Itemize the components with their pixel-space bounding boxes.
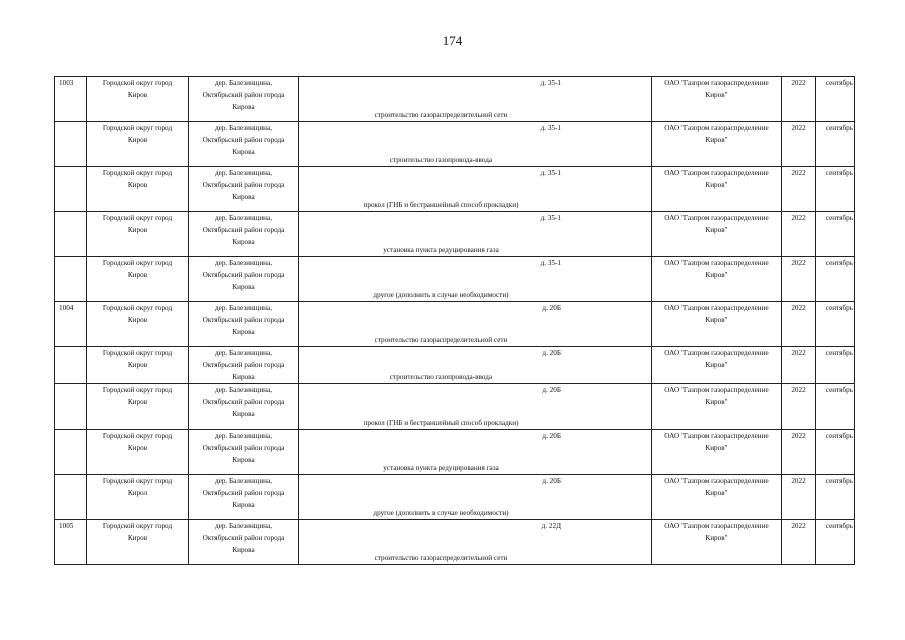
table-row bbox=[55, 122, 855, 167]
year-cell: 2022 bbox=[782, 257, 816, 302]
work-type-cell: установка пункта редуцирования газа д. 35-1 bbox=[299, 212, 652, 257]
organization-cell-line: Киров" bbox=[705, 316, 728, 324]
locality-cell bbox=[189, 302, 299, 347]
locality-cell bbox=[189, 167, 299, 212]
locality-cell-line: Октябрьский район города bbox=[202, 398, 285, 406]
locality-cell-line: Кирова bbox=[232, 328, 255, 336]
work-type-cell: другое (дополнить в случае необходимости) д. 20Б bbox=[299, 475, 652, 520]
table-row bbox=[55, 167, 855, 212]
month-cell: сентябрь bbox=[816, 520, 855, 565]
work-type-cell: строительство газопровода-ввода д. 20Б bbox=[299, 347, 652, 384]
district-cell-line: Киров bbox=[127, 226, 148, 234]
organization-cell-line: Киров" bbox=[705, 91, 728, 99]
year-cell: 2022 bbox=[782, 430, 816, 475]
month-cell: сентябрь bbox=[816, 475, 855, 520]
page-number: 174 bbox=[442, 33, 463, 48]
district-cell-line: Городской округ город bbox=[102, 214, 173, 222]
month-cell: сентябрь bbox=[816, 77, 855, 122]
organization-cell-line: ОАО "Газпром газораспределение bbox=[664, 386, 769, 394]
district-cell-line: Киров bbox=[127, 91, 148, 99]
work-type-cell: установка пункта редуцирования газа д. 20Б bbox=[299, 430, 652, 475]
object-number-cell bbox=[55, 122, 87, 167]
organization-cell-line: ОАО "Газпром газораспределение bbox=[664, 349, 769, 357]
year-cell: 2022 bbox=[782, 347, 816, 384]
organization-cell bbox=[652, 257, 782, 302]
month-cell: сентябрь bbox=[816, 167, 855, 212]
organization-cell-line: Киров" bbox=[705, 534, 728, 542]
locality-cell-line: дер. Балезинщина, bbox=[214, 432, 273, 440]
locality-cell-line: дер. Балезинщина, bbox=[214, 214, 273, 222]
locality-cell-line: Октябрьский район города bbox=[202, 271, 285, 279]
year-cell: 2022 bbox=[782, 77, 816, 122]
locality-cell-line: Кирова bbox=[232, 546, 255, 554]
organization-cell bbox=[652, 167, 782, 212]
locality-cell bbox=[189, 475, 299, 520]
object-number-cell bbox=[55, 212, 87, 257]
district-cell bbox=[87, 257, 189, 302]
month-cell: сентябрь bbox=[816, 384, 855, 430]
locality-cell-line: Кирова bbox=[232, 501, 255, 509]
object-number-cell: 1005 bbox=[55, 520, 87, 565]
month-cell: сентябрь bbox=[816, 302, 855, 347]
organization-cell bbox=[652, 77, 782, 122]
district-cell bbox=[87, 384, 189, 430]
locality-cell bbox=[189, 257, 299, 302]
table-row bbox=[55, 520, 855, 565]
district-cell-line: Городской округ город bbox=[102, 349, 173, 357]
year-cell: 2022 bbox=[782, 384, 816, 430]
organization-cell-line: Киров" bbox=[705, 489, 728, 497]
locality-cell-line: дер. Балезинщина, bbox=[214, 304, 273, 312]
district-cell bbox=[87, 430, 189, 475]
locality-cell-line: Октябрьский район города bbox=[202, 316, 285, 324]
locality-cell bbox=[189, 122, 299, 167]
house-number: д. 20Б bbox=[542, 432, 561, 440]
table-body bbox=[55, 77, 855, 565]
organization-cell-line: ОАО "Газпром газораспределение bbox=[664, 432, 769, 440]
district-cell-line: Киров bbox=[127, 361, 148, 369]
district-cell-line: Городской округ город bbox=[102, 477, 173, 485]
district-cell bbox=[87, 475, 189, 520]
work-type-cell: другое (дополнить в случае необходимости) д. 35-1 bbox=[299, 257, 652, 302]
locality-cell-line: Октябрьский район города bbox=[202, 181, 285, 189]
house-number: д. 35-1 bbox=[540, 79, 561, 87]
work-type-cell: прокол (ГНБ и бестраншейный способ прокладки) д. 20Б bbox=[299, 384, 652, 430]
district-cell-line: Городской округ город bbox=[102, 169, 173, 177]
organization-cell-line: ОАО "Газпром газораспределение bbox=[664, 169, 769, 177]
house-number: д. 20Б bbox=[542, 386, 561, 394]
organization-cell bbox=[652, 122, 782, 167]
month-cell: сентябрь bbox=[816, 347, 855, 384]
house-number: д. 35-1 bbox=[540, 214, 561, 222]
work-type-cell: строительство газораспределительной сети д. 20Б bbox=[299, 302, 652, 347]
object-number-cell bbox=[55, 430, 87, 475]
locality-cell-line: Кирова bbox=[232, 456, 255, 464]
locality-cell-line: дер. Балезинщина, bbox=[214, 169, 273, 177]
district-cell-line: Городской округ город bbox=[102, 79, 173, 87]
district-cell-line: Городской округ город bbox=[102, 522, 173, 530]
house-number: д. 35-1 bbox=[540, 169, 561, 177]
organization-cell-line: Киров" bbox=[705, 361, 728, 369]
locality-cell-line: дер. Балезинщина, bbox=[214, 386, 273, 394]
district-cell-line: Городской округ город bbox=[102, 124, 173, 132]
table-row bbox=[55, 257, 855, 302]
organization-cell bbox=[652, 430, 782, 475]
district-cell-line: Киров bbox=[127, 316, 148, 324]
locality-cell bbox=[189, 520, 299, 565]
work-type-cell: строительство газораспределительной сети д. 22Д bbox=[299, 520, 652, 565]
locality-cell-line: Октябрьский район города bbox=[202, 489, 285, 497]
organization-cell-line: Киров" bbox=[705, 226, 728, 234]
district-cell-line: Городской округ город bbox=[102, 432, 173, 440]
district-cell-line: Кирол bbox=[127, 489, 148, 497]
house-number: д. 20Б bbox=[542, 477, 561, 485]
district-cell-line: Киров bbox=[127, 534, 148, 542]
locality-cell-line: Октябрьский район города bbox=[202, 361, 285, 369]
locality-cell-line: Кирова bbox=[232, 193, 255, 201]
table-row bbox=[55, 430, 855, 475]
object-number-cell bbox=[55, 475, 87, 520]
organization-cell-line: Киров" bbox=[705, 136, 728, 144]
district-cell bbox=[87, 302, 189, 347]
district-cell-line: Городской округ город bbox=[102, 304, 173, 312]
organization-cell-line: ОАО "Газпром газораспределение bbox=[664, 124, 769, 132]
locality-cell-line: Октябрьский район города bbox=[202, 136, 285, 144]
month-cell: сентябрь bbox=[816, 122, 855, 167]
object-number-cell bbox=[55, 167, 87, 212]
organization-cell-line: Киров" bbox=[705, 398, 728, 406]
locality-cell-line: Октябрьский район города bbox=[202, 444, 285, 452]
table-row bbox=[55, 77, 855, 122]
locality-cell-line: Кирова bbox=[232, 103, 255, 111]
table-row bbox=[55, 302, 855, 347]
locality-cell-line: дер. Балезинщина, bbox=[214, 522, 273, 530]
locality-cell-line: Кирова bbox=[232, 410, 255, 418]
organization-cell bbox=[652, 302, 782, 347]
organization-cell bbox=[652, 384, 782, 430]
locality-cell-line: дер. Балезинщина, bbox=[214, 79, 273, 87]
house-number: д. 35-1 bbox=[540, 124, 561, 132]
year-cell: 2022 bbox=[782, 167, 816, 212]
table-row bbox=[55, 212, 855, 257]
organization-cell bbox=[652, 347, 782, 384]
year-cell: 2022 bbox=[782, 475, 816, 520]
locality-cell bbox=[189, 77, 299, 122]
district-cell bbox=[87, 212, 189, 257]
organization-cell bbox=[652, 475, 782, 520]
organization-cell-line: ОАО "Газпром газораспределение bbox=[664, 304, 769, 312]
month-cell: сентябрь bbox=[816, 212, 855, 257]
district-cell-line: Городской округ город bbox=[102, 386, 173, 394]
district-cell-line: Киров bbox=[127, 271, 148, 279]
organization-cell-line: ОАО "Газпром газораспределение bbox=[664, 214, 769, 222]
locality-cell-line: Октябрьский район города bbox=[202, 534, 285, 542]
locality-cell bbox=[189, 212, 299, 257]
district-cell bbox=[87, 520, 189, 565]
house-number: д. 22Д bbox=[541, 522, 561, 530]
gas-works-table bbox=[54, 76, 855, 565]
district-cell-line: Киров bbox=[127, 398, 148, 406]
locality-cell-line: дер. Балезинщина, bbox=[214, 349, 273, 357]
district-cell bbox=[87, 167, 189, 212]
organization-cell bbox=[652, 520, 782, 565]
organization-cell-line: Киров" bbox=[705, 181, 728, 189]
district-cell-line: Киров bbox=[127, 444, 148, 452]
locality-cell-line: дер. Балезинщина, bbox=[214, 124, 273, 132]
locality-cell-line: дер. Балезинщина, bbox=[214, 477, 273, 485]
house-number: д. 20Б bbox=[542, 349, 561, 357]
locality-cell bbox=[189, 430, 299, 475]
district-cell-line: Киров bbox=[127, 181, 148, 189]
organization-cell-line: ОАО "Газпром газораспределение bbox=[664, 259, 769, 267]
table-row bbox=[55, 475, 855, 520]
locality-cell bbox=[189, 347, 299, 384]
district-cell bbox=[87, 347, 189, 384]
district-cell-line: Городской округ город bbox=[102, 259, 173, 267]
work-type-cell: прокол (ГНБ и бестраншейный способ прокладки) д. 35-1 bbox=[299, 167, 652, 212]
house-number: д. 35-1 bbox=[540, 259, 561, 267]
object-number-cell: 1003 bbox=[55, 77, 87, 122]
locality-cell-line: Кирова bbox=[232, 373, 255, 381]
locality-cell-line: дер. Балезинщина, bbox=[214, 259, 273, 267]
work-type-cell: строительство газопровода-ввода д. 35-1 bbox=[299, 122, 652, 167]
organization-cell-line: Киров" bbox=[705, 444, 728, 452]
work-type-cell: строительство газораспределительной сети д. 35-1 bbox=[299, 77, 652, 122]
organization-cell-line: Киров" bbox=[705, 271, 728, 279]
year-cell: 2022 bbox=[782, 520, 816, 565]
table-row bbox=[55, 347, 855, 384]
locality-cell-line: Кирова bbox=[232, 148, 255, 156]
district-cell-line: Киров bbox=[127, 136, 148, 144]
organization-cell bbox=[652, 212, 782, 257]
locality-cell-line: Кирова bbox=[232, 238, 255, 246]
locality-cell-line: Октябрьский район города bbox=[202, 91, 285, 99]
table-row bbox=[55, 384, 855, 430]
organization-cell-line: ОАО "Газпром газораспределение bbox=[664, 522, 769, 530]
organization-cell-line: ОАО "Газпром газораспределение bbox=[664, 79, 769, 87]
object-number-cell: 1004 bbox=[55, 302, 87, 347]
month-cell: сентябрь bbox=[816, 430, 855, 475]
locality-cell bbox=[189, 384, 299, 430]
year-cell: 2022 bbox=[782, 212, 816, 257]
organization-cell-line: ОАО "Газпром газораспределение bbox=[664, 477, 769, 485]
object-number-cell bbox=[55, 257, 87, 302]
house-number: д. 20Б bbox=[542, 304, 561, 312]
locality-cell-line: Октябрьский район города bbox=[202, 226, 285, 234]
object-number-cell bbox=[55, 347, 87, 384]
district-cell bbox=[87, 77, 189, 122]
district-cell bbox=[87, 122, 189, 167]
year-cell: 2022 bbox=[782, 302, 816, 347]
object-number-cell bbox=[55, 384, 87, 430]
month-cell: сентябрь bbox=[816, 257, 855, 302]
year-cell: 2022 bbox=[782, 122, 816, 167]
locality-cell-line: Кирова bbox=[232, 283, 255, 291]
